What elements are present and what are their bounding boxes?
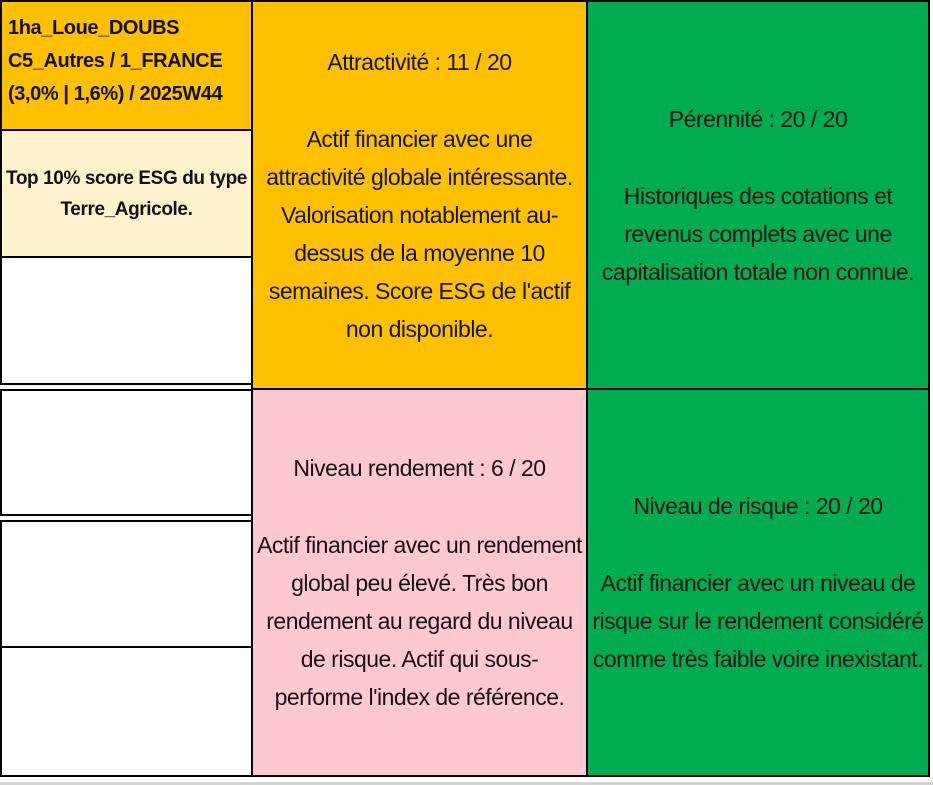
rendement-score-title: Niveau rendement : 6 / 20: [293, 455, 546, 481]
attractivite-score-description: Actif financier avec une attractivité globale intéressante. Valorisation notablement au-dessus de la moyenne 10 semaines. Score ESG de l'actif non disponible.: [266, 125, 573, 342]
perennite-score-cell: [586, 0, 930, 390]
asset-weights-week: (3,0% | 1,6%) / 2025W44: [8, 83, 223, 105]
asset-header-cell: [0, 0, 253, 131]
rendement-score-cell: [251, 388, 588, 777]
empty-cell: [0, 646, 253, 777]
esg-note-line: Top 10% score ESG du type: [6, 167, 247, 189]
empty-cell: [0, 520, 253, 648]
perennite-score-description: Historiques des cotations et revenus complets avec une capitalisation totale non connue.: [601, 182, 915, 285]
perennite-score-title: Pérennité : 20 / 20: [668, 105, 848, 132]
empty-cell: [0, 389, 253, 516]
asset-category: C5_Autres / 1_FRANCE: [8, 50, 223, 72]
risque-score-description: Actif financier avec un niveau de risque sur le rendement considéré comme très faible voire inexistant.: [592, 570, 924, 672]
esg-note-line: Terre_Agricole.: [60, 198, 193, 220]
empty-cell: [0, 256, 253, 385]
attractivite-score-cell: [251, 0, 588, 390]
risque-score-title: Niveau de risque : 20 / 20: [633, 493, 883, 519]
risque-score-cell: [586, 388, 930, 777]
attractivite-score-title: Attractivité : 11 / 20: [327, 48, 512, 75]
esg-note-cell: [0, 129, 253, 258]
asset-name: 1ha_Loue_DOUBS: [8, 17, 180, 39]
rendement-score-description: Actif financier avec un rendement global peu élevé. Très bon rendement au regard du niveau de risque. Actif qui sous-performe l'index de référence.: [257, 532, 582, 710]
